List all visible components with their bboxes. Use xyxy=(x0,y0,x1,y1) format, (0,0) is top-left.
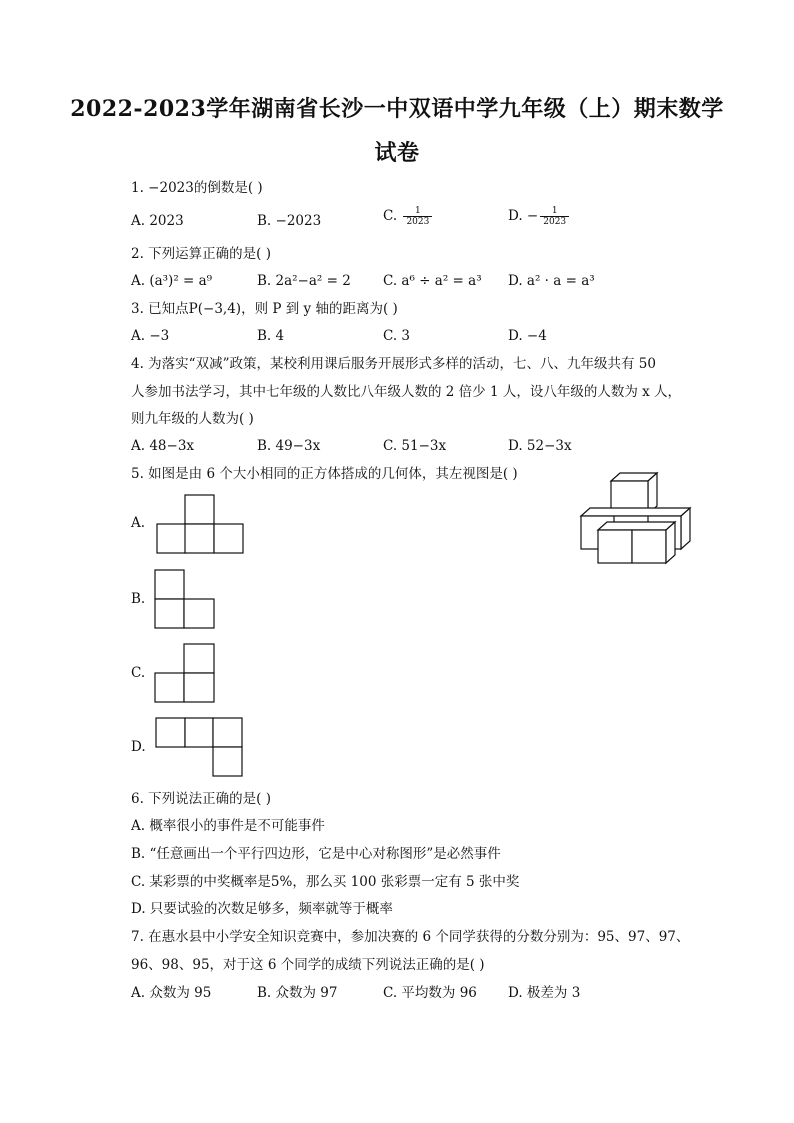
q5-cube-solid-figure xyxy=(572,470,696,565)
q7-option-c: C. 平均数为 96 xyxy=(383,985,477,1001)
q2-option-a: A. (a³)² = a⁹ xyxy=(131,273,213,289)
q6-option-b: B. “任意画出一个平行四边形，它是中心对称图形”是必然事件 xyxy=(131,846,501,862)
q5-option-a-view-figure xyxy=(156,494,244,554)
q1-option-c-fraction xyxy=(403,206,432,227)
q3-option-b: B. 4 xyxy=(257,328,285,344)
q3-option-c: C. 3 xyxy=(383,328,411,344)
q4-stem-line3: 则九年级的人数为( ) xyxy=(131,411,254,427)
q1-stem: 1. −2023的倒数是( ) xyxy=(131,180,263,196)
q4-option-d: D. 52−3x xyxy=(508,438,572,454)
q3-option-a: A. −3 xyxy=(131,328,170,344)
q7-option-d: D. 极差为 3 xyxy=(508,985,581,1001)
exam-title-line2: 试卷 xyxy=(374,140,420,166)
q2-stem: 2. 下列运算正确的是( ) xyxy=(131,246,271,262)
exam-title-line1: 2022-2023学年湖南省长沙一中双语中学九年级（上）期末数学 xyxy=(70,96,724,122)
q1-option-d-denominator: 2023 xyxy=(540,216,569,227)
q1-option-d-numerator: 1 xyxy=(551,206,558,216)
q4-option-a: A. 48−3x xyxy=(131,438,195,454)
q2-option-c: C. a⁶ ÷ a² = a³ xyxy=(383,273,482,289)
q1-option-c-numerator: 1 xyxy=(415,206,421,216)
q3-option-d: D. −4 xyxy=(508,328,547,344)
q6-option-a: A. 概率很小的事件是不可能事件 xyxy=(131,818,325,834)
q5-option-b-view-figure xyxy=(154,569,216,629)
q5-option-a: A. xyxy=(131,515,146,531)
q4-option-b: B. 49−3x xyxy=(257,438,321,454)
q6-option-d: D. 只要试验的次数足够多，频率就等于概率 xyxy=(131,901,393,917)
q5-option-c: C. xyxy=(131,665,146,681)
q4-option-c: C. 51−3x xyxy=(383,438,447,454)
q4-stem-line1: 4. 为落实“双减”政策，某校利用课后服务开展形式多样的活动，七、八、九年级共有 50 xyxy=(131,356,656,372)
q5-option-d: D. xyxy=(131,739,146,755)
q1-option-d xyxy=(508,206,569,227)
q1-option-d-label: D. − xyxy=(508,208,539,224)
q1-option-d-fraction xyxy=(540,206,569,227)
q7-stem-line2: 96、98、95，对于这 6 个同学的成绩下列说法正确的是( ) xyxy=(131,957,485,973)
q7-option-a: A. 众数为 95 xyxy=(131,985,212,1001)
q6-stem: 6. 下列说法正确的是( ) xyxy=(131,791,271,807)
q5-option-b: B. xyxy=(131,591,146,607)
q1-option-b: B. −2023 xyxy=(257,213,322,229)
q1-option-a: A. 2023 xyxy=(131,213,184,229)
q1-option-c-label: C. xyxy=(383,208,398,224)
q5-stem: 5. 如图是由 6 个大小相同的正方体搭成的几何体，其左视图是( ) xyxy=(131,466,518,482)
q2-option-d: D. a² · a = a³ xyxy=(508,273,595,289)
q7-stem-line1: 7. 在惠水县中小学安全知识竞赛中，参加决赛的 6 个同学获得的分数分别为：95、97、97、 xyxy=(131,929,690,945)
q1-option-c xyxy=(383,206,432,227)
q1-option-c-denominator: 2023 xyxy=(403,216,432,227)
q3-stem: 3. 已知点P(−3,4)，则 P 到 y 轴的距离为( ) xyxy=(131,301,398,317)
q6-option-c: C. 某彩票的中奖概率是5%，那么买 100 张彩票一定有 5 张中奖 xyxy=(131,874,520,890)
q7-option-b: B. 众数为 97 xyxy=(257,985,338,1001)
q4-stem-line2: 人参加书法学习，其中七年级的人数比八年级人数的 2 倍少 1 人，设八年级的人数为 x 人， xyxy=(131,384,682,400)
q5-option-c-view-figure xyxy=(154,643,216,703)
q5-option-d-view-figure xyxy=(155,717,243,777)
q2-option-b: B. 2a²−a² = 2 xyxy=(257,273,351,289)
